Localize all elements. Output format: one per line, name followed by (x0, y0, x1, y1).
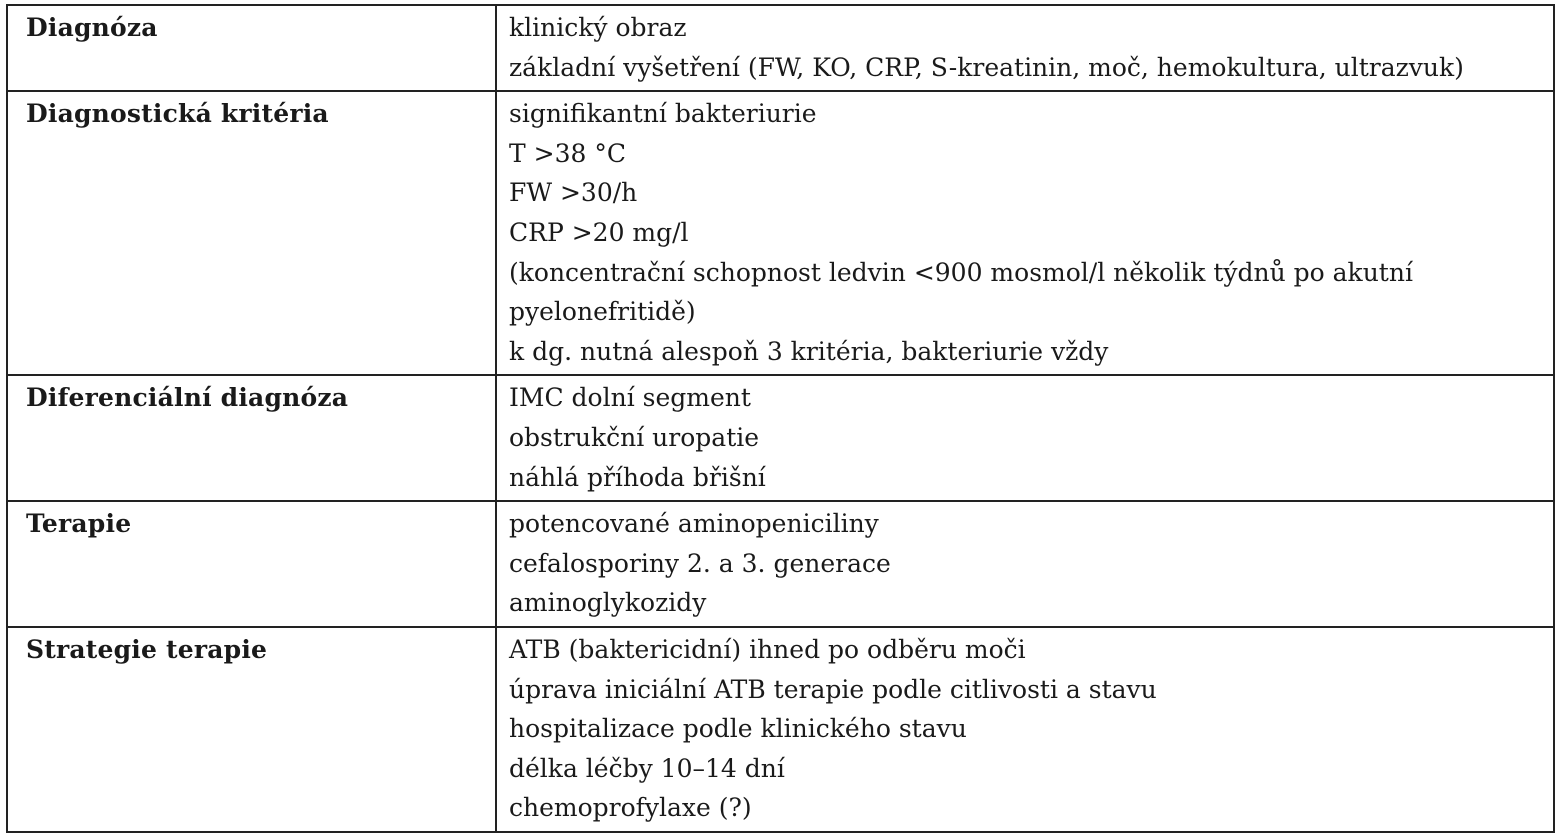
row-content-cell (496, 627, 1554, 832)
table-row (7, 627, 1554, 832)
content-line: náhlá příhoda břišní (509, 462, 766, 492)
content-line: délka léčby 10–14 dní (509, 753, 785, 783)
content-line: potencované aminopeniciliny (509, 509, 879, 539)
row-label: Terapie (26, 509, 132, 539)
row-label-cell (7, 627, 496, 832)
table-row (7, 501, 1554, 627)
content-line: pyelonefritidě) (509, 297, 696, 327)
row-label-cell (7, 91, 496, 375)
row-content-cell (496, 375, 1554, 501)
content-line: cefalosporiny 2. a 3. generace (509, 548, 891, 578)
row-content-cell (496, 501, 1554, 627)
row-content-cell (496, 5, 1554, 91)
row-label-cell (7, 501, 496, 627)
content-line: chemoprofylaxe (?) (509, 793, 752, 823)
content-line: aminoglykozidy (509, 588, 707, 618)
content-line: klinický obraz (509, 13, 687, 42)
content-line: úprava iniciální ATB terapie podle citlivosti a stavu (509, 674, 1157, 704)
content-line: obstrukční uropatie (509, 422, 760, 452)
info-table (6, 4, 1555, 833)
content-line: FW >30/h (509, 178, 638, 208)
content-line: ATB (baktericidní) ihned po odběru moči (509, 634, 1026, 664)
table-row (7, 91, 1554, 375)
content-line: hospitalizace podle klinického stavu (509, 714, 967, 744)
row-content-cell (496, 91, 1554, 375)
content-line: k dg. nutná alespoň 3 kritéria, bakteriurie vždy (509, 336, 1109, 366)
row-label: Diferenciální diagnóza (26, 383, 349, 413)
content-line: základní vyšetření (FW, KO, CRP, S-kreatinin, moč, hemokultura, ultrazvuk) (509, 52, 1464, 82)
content-line: T >38 °C (509, 138, 626, 168)
content-line: signifikantní bakteriurie (509, 99, 817, 129)
content-line: CRP >20 mg/l (509, 217, 689, 247)
table-row (7, 5, 1554, 91)
table-row (7, 375, 1554, 501)
row-label: Strategie terapie (26, 634, 268, 664)
row-label-cell (7, 375, 496, 501)
content-line: IMC dolní segment (509, 383, 751, 413)
content-line: (koncentrační schopnost ledvin <900 mosmol/l několik týdnů po akutní (509, 257, 1413, 287)
row-label: Diagnóza (26, 13, 158, 42)
row-label-cell (7, 5, 496, 91)
row-label: Diagnostická kritéria (26, 99, 329, 129)
